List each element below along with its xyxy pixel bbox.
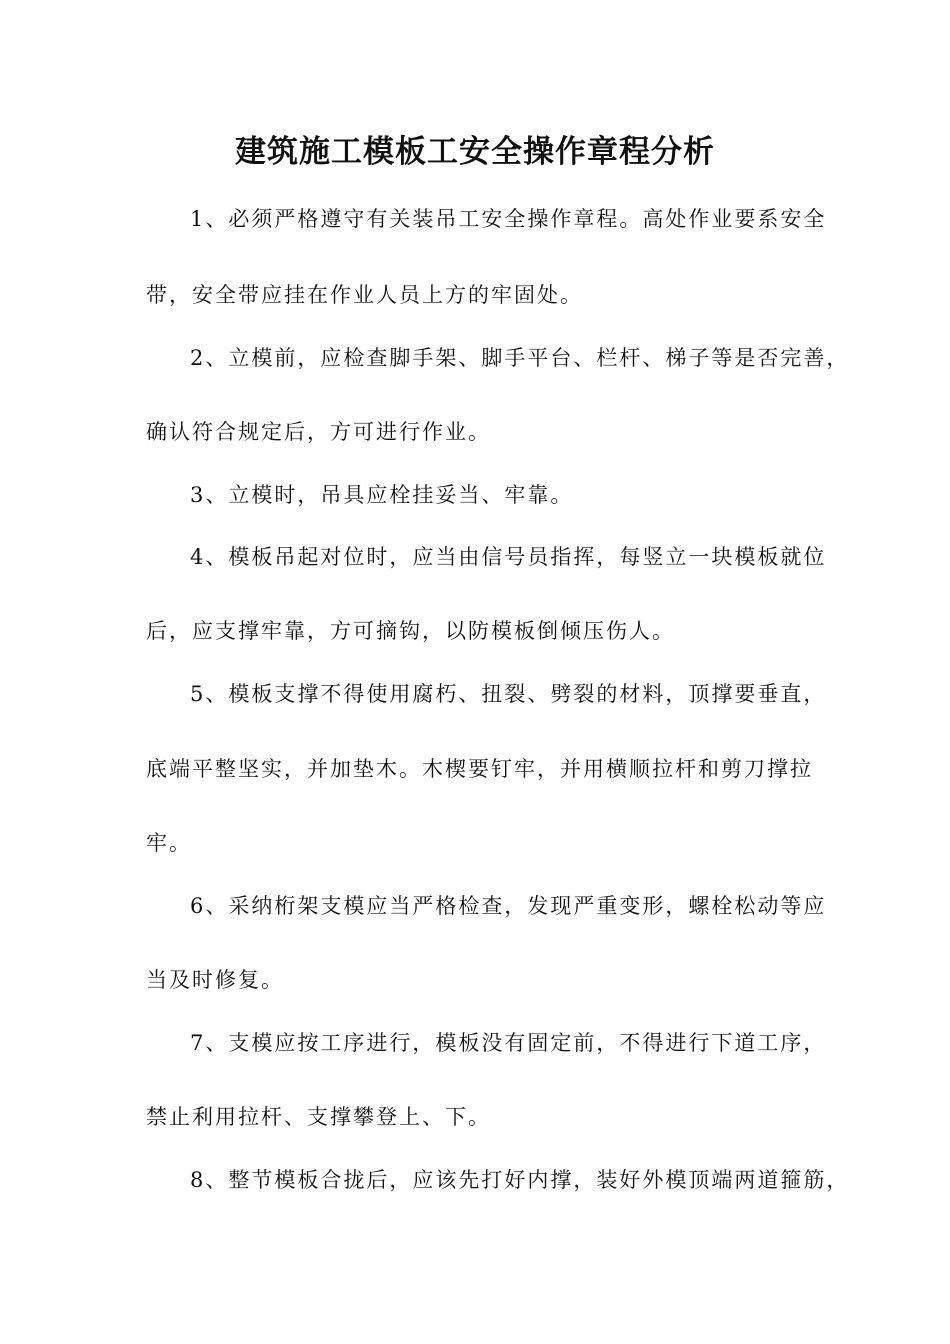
paragraph-4-line-2: 后，应支撑牢靠，方可摘钩，以防模板倒倾压伤人。 <box>146 619 675 643</box>
paragraph-5-line-1: 5、模板支撑不得使用腐朽、扭裂、劈裂的材料，顶撑要垂直， <box>190 682 827 706</box>
paragraph-4-line-1: 4、模板吊起对位时，应当由信号员指挥，每竖立一块模板就位 <box>190 545 827 569</box>
paragraph-2-line-2: 确认符合规定后，方可进行作业。 <box>146 420 491 444</box>
paragraph-2-line-1: 2、立模前，应检查脚手架、脚手平台、栏杆、梯子等是否完善， <box>190 346 850 370</box>
paragraph-3-line-1: 3、立模时，吊具应栓挂妥当、牢靠。 <box>190 483 574 507</box>
paragraph-7-line-2: 禁止利用拉杆、支撑攀登上、下。 <box>146 1105 491 1129</box>
paragraph-6-line-2: 当及时修复。 <box>146 968 284 992</box>
paragraph-1-line-2: 带，安全带应挂在作业人员上方的牢固处。 <box>146 283 583 307</box>
document-title: 建筑施工模板工安全操作章程分析 <box>235 134 715 170</box>
paragraph-1-line-1: 1、必须严格遵守有关装吊工安全操作章程。高处作业要系安全 <box>190 207 827 231</box>
paragraph-5-line-3: 牢。 <box>146 831 192 855</box>
paragraph-5-line-2: 底端平整坚实，并加垫木。木楔要钉牢，并用横顺拉杆和剪刀撑拉 <box>146 757 813 781</box>
paragraph-6-line-1: 6、采纳桁架支模应当严格检查，发现严重变形，螺栓松动等应 <box>190 894 827 918</box>
paragraph-8-line-1: 8、整节模板合拢后，应该先打好内撑，装好外模顶端两道箍筋， <box>190 1168 850 1192</box>
paragraph-7-line-1: 7、支模应按工序进行，模板没有固定前，不得进行下道工序， <box>190 1031 827 1055</box>
